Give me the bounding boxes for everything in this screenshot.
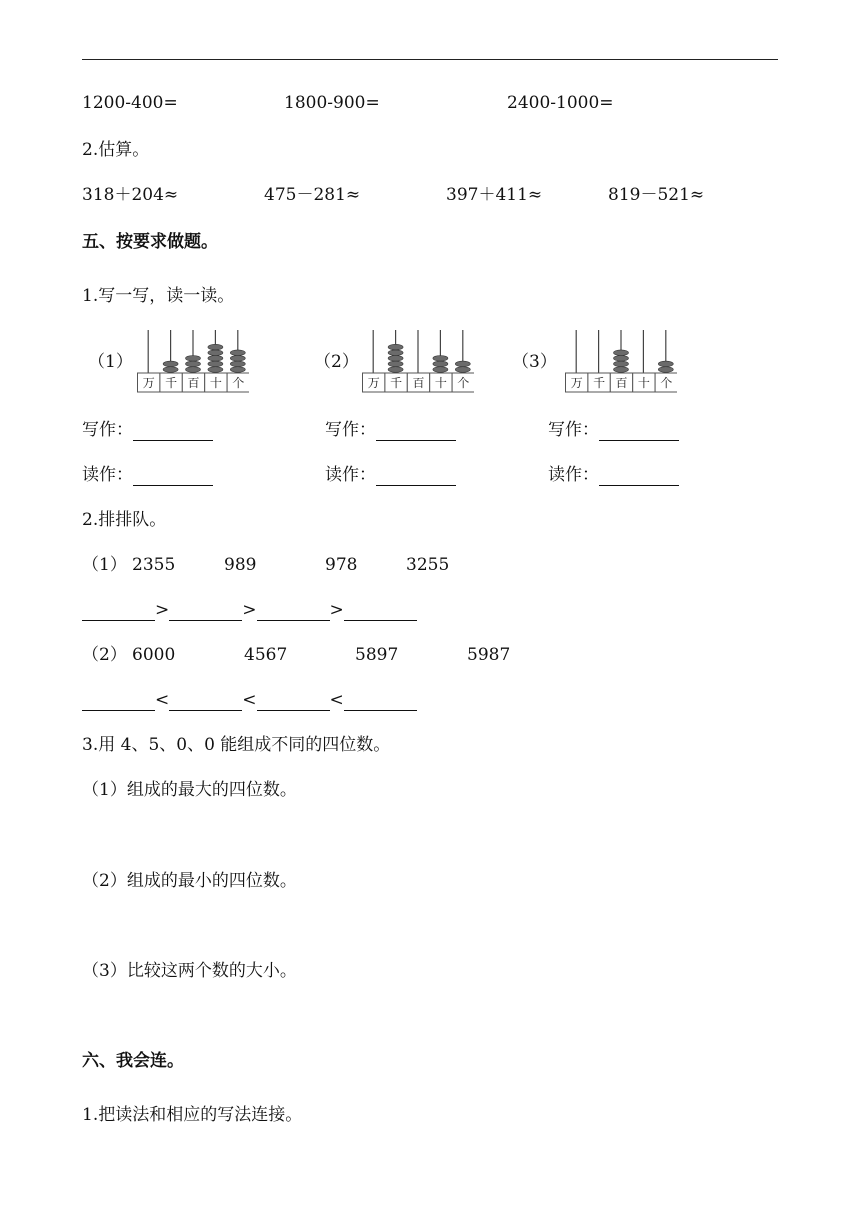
abacus-3 [565, 328, 677, 394]
abacus-2 [362, 328, 474, 394]
abacus-1 [137, 328, 249, 394]
order-row-2-number-4: 5987 [467, 645, 511, 665]
abacus-bead [614, 356, 629, 362]
abacus-bead [433, 367, 448, 373]
write-row-3 [548, 419, 679, 441]
order-blank[interactable] [169, 602, 242, 621]
calc-item-1: 1200-400= [82, 93, 178, 113]
abacus-bead [230, 350, 245, 356]
abacus-bead [163, 361, 178, 367]
order-row-1-label: （1） [82, 555, 127, 575]
order-row-2-number-2: 4567 [244, 645, 288, 665]
abacus-bead [614, 367, 629, 373]
q3-part-1: （1）组成的最大的四位数。 [82, 780, 297, 800]
order-answer-row-2 [82, 689, 417, 711]
write-answer-blank-3[interactable] [599, 422, 679, 441]
order-blank[interactable] [344, 692, 417, 711]
abacus-bead [230, 367, 245, 373]
estimate-item-1: 318＋204≈ [82, 185, 179, 205]
read-row-3 [548, 464, 679, 486]
estimate-item-2: 475－281≈ [264, 185, 361, 205]
abacus-bead [614, 350, 629, 356]
abacus-bead [455, 361, 470, 367]
read-row-1 [82, 464, 213, 486]
read-row-2 [325, 464, 456, 486]
section6-title: 六、我会连。 [82, 1051, 184, 1071]
write-answer-blank-1[interactable] [133, 422, 213, 441]
abacus-label-1: （1） [88, 352, 133, 372]
read-answer-blank-2[interactable] [376, 467, 456, 486]
less-than-symbol: < [329, 690, 344, 710]
order-row-1-number-3: 978 [325, 555, 358, 575]
section5-q3-title: 3.用 4、5、0、0 能组成不同的四位数。 [82, 735, 391, 755]
less-than-symbol: < [155, 690, 170, 710]
order-row-2-number-3: 5897 [355, 645, 399, 665]
abacus-place-label: 个 [232, 376, 245, 390]
abacus-place-label: 百 [412, 376, 425, 390]
estimate-item-3: 397＋411≈ [446, 185, 543, 205]
q2-estimate-title: 2.估算。 [82, 140, 150, 160]
top-divider [82, 59, 778, 60]
abacus-bead [163, 367, 178, 373]
read-answer-blank-1[interactable] [133, 467, 213, 486]
write-label: 写作： [325, 420, 376, 440]
abacus-place-label: 千 [593, 376, 606, 390]
order-row-2-number-1: 6000 [132, 645, 176, 665]
abacus-bead [208, 356, 223, 362]
abacus-bead [455, 367, 470, 373]
abacus-bead [208, 367, 223, 373]
abacus-bead [186, 356, 201, 362]
write-answer-blank-2[interactable] [376, 422, 456, 441]
abacus-bead [208, 361, 223, 367]
abacus-place-label: 十 [209, 376, 222, 390]
abacus-place-label: 个 [660, 376, 673, 390]
estimate-item-4: 819－521≈ [608, 185, 705, 205]
section5-q1-title: 1.写一写，读一读。 [82, 286, 235, 306]
section5-title: 五、按要求做题。 [82, 232, 218, 252]
order-answer-row-1 [82, 599, 417, 621]
read-label: 读作： [548, 465, 599, 485]
read-answer-blank-3[interactable] [599, 467, 679, 486]
order-blank[interactable] [169, 692, 242, 711]
abacus-bead [388, 361, 403, 367]
section5-q2-title: 2.排排队。 [82, 510, 167, 530]
abacus-place-label: 千 [390, 376, 403, 390]
abacus-bead [658, 361, 673, 367]
write-label: 写作： [82, 420, 133, 440]
abacus-bead [186, 367, 201, 373]
abacus-bead [388, 356, 403, 362]
calc-item-2: 1800-900= [284, 93, 380, 113]
abacus-bead [388, 344, 403, 350]
abacus-bead [433, 361, 448, 367]
greater-than-symbol: > [155, 600, 170, 620]
abacus-bead [388, 350, 403, 356]
abacus-place-label: 十 [434, 376, 447, 390]
abacus-svg [362, 328, 474, 394]
write-row-2 [325, 419, 456, 441]
abacus-place-label: 万 [367, 376, 380, 390]
greater-than-symbol: > [329, 600, 344, 620]
less-than-symbol: < [242, 690, 257, 710]
abacus-place-label: 万 [570, 376, 583, 390]
greater-than-symbol: > [242, 600, 257, 620]
write-label: 写作： [548, 420, 599, 440]
abacus-label-2: （2） [314, 352, 359, 372]
order-blank[interactable] [82, 602, 155, 621]
order-row-1-number-1: 2355 [132, 555, 176, 575]
q3-part-3: （3）比较这两个数的大小。 [82, 961, 297, 981]
abacus-bead [186, 361, 201, 367]
abacus-bead [433, 356, 448, 362]
abacus-place-label: 万 [142, 376, 155, 390]
abacus-place-label: 个 [457, 376, 470, 390]
abacus-place-label: 百 [187, 376, 200, 390]
abacus-bead [230, 356, 245, 362]
order-blank[interactable] [82, 692, 155, 711]
order-blank[interactable] [257, 602, 330, 621]
order-row-1-number-2: 989 [224, 555, 257, 575]
order-row-1-number-4: 3255 [406, 555, 450, 575]
write-row-1 [82, 419, 213, 441]
abacus-bead [388, 367, 403, 373]
order-blank[interactable] [344, 602, 417, 621]
abacus-place-label: 千 [165, 376, 178, 390]
abacus-svg [565, 328, 677, 394]
abacus-label-3: （3） [512, 352, 557, 372]
q3-part-2: （2）组成的最小的四位数。 [82, 871, 297, 891]
abacus-bead [658, 367, 673, 373]
abacus-svg [137, 328, 249, 394]
order-blank[interactable] [257, 692, 330, 711]
calc-item-3: 2400-1000= [507, 93, 614, 113]
abacus-bead [208, 344, 223, 350]
abacus-place-label: 十 [637, 376, 650, 390]
abacus-place-label: 百 [615, 376, 628, 390]
read-label: 读作： [82, 465, 133, 485]
section6-q1-title: 1.把读法和相应的写法连接。 [82, 1105, 303, 1125]
order-row-2-label: （2） [82, 645, 127, 665]
abacus-bead [614, 361, 629, 367]
abacus-bead [208, 350, 223, 356]
read-label: 读作： [325, 465, 376, 485]
abacus-bead [230, 361, 245, 367]
